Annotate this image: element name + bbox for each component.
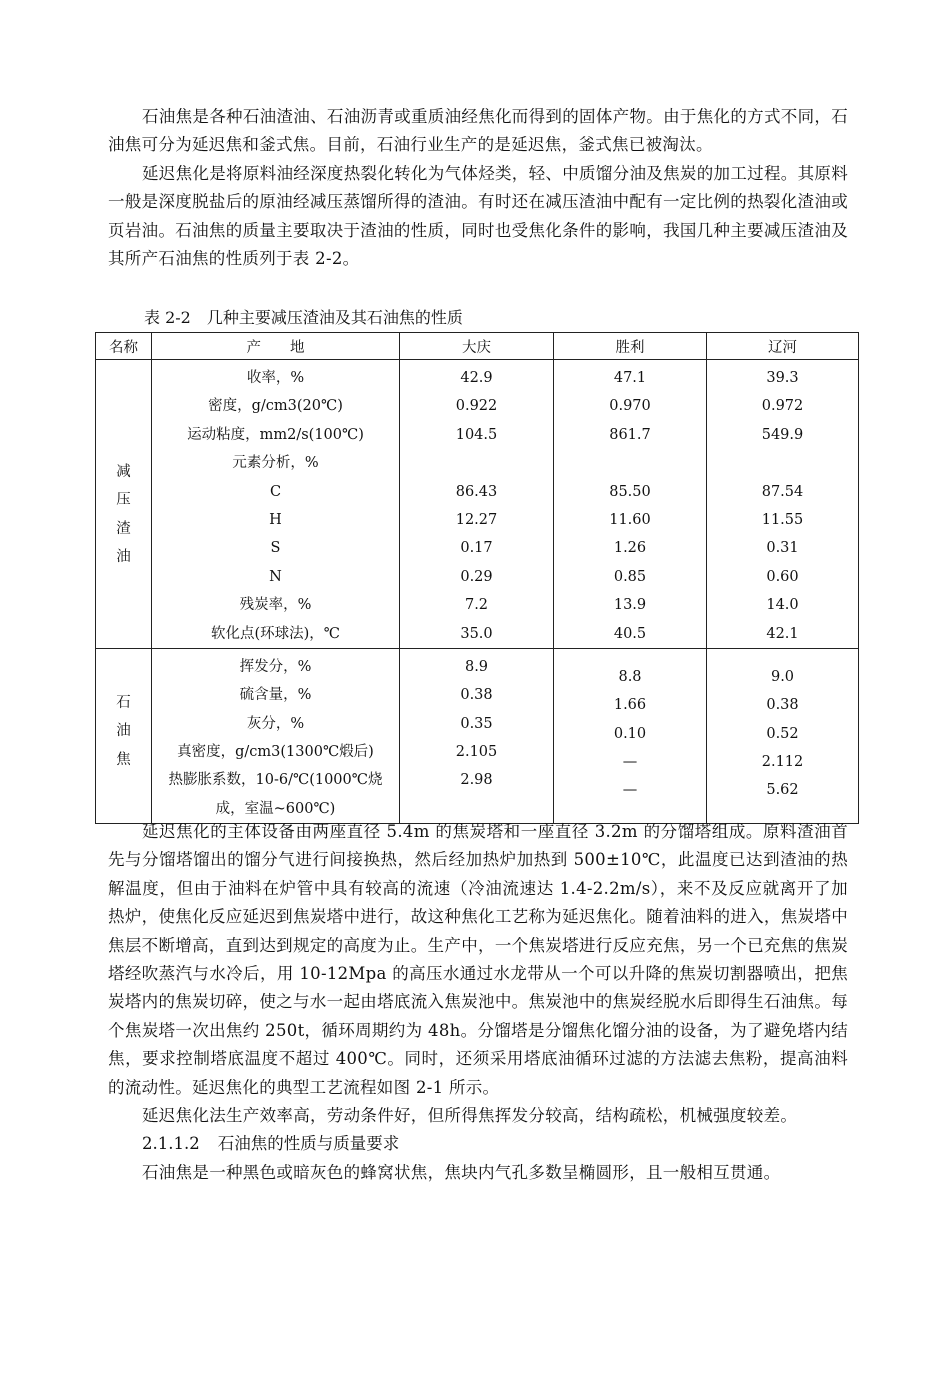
group-vacuum-residue-props: [152, 360, 400, 649]
value-cell: 35.0: [460, 625, 493, 642]
value-cell: 85.50: [609, 483, 651, 500]
group-vacuum-residue-label: [96, 360, 152, 649]
group-vacuum-residue-daqing: [400, 360, 554, 649]
group-vacuum-residue-shengli: [554, 360, 707, 649]
value-cell: 549.9: [761, 426, 804, 443]
intro-text: [108, 103, 848, 273]
value-cell: 13.9: [613, 597, 647, 614]
value-cell: 2.112: [761, 754, 804, 771]
group-char: 压: [116, 492, 131, 509]
value-cell: 11.60: [609, 511, 651, 528]
value-cell: 2.105: [455, 744, 498, 761]
header-origin: 产 地: [152, 333, 400, 360]
value-cell: [554, 449, 706, 477]
group-petroleum-coke-daqing: [400, 648, 554, 823]
prop-label: 软化点(环球法)，℃: [210, 625, 341, 642]
group-char: 油: [116, 723, 131, 740]
group-vacuum-residue-liaohe: [707, 360, 859, 649]
header-daqing: 大庆: [400, 333, 554, 360]
table-row-petroleum-coke: [96, 648, 859, 823]
value-cell: 0.10: [613, 725, 647, 742]
prop-label: N: [269, 568, 282, 585]
value-cell: 0.922: [455, 398, 498, 415]
prop-label: 运动粘度，mm2/s(100℃): [187, 426, 364, 443]
paragraph-2: 延迟焦化是将原料油经深度热裂化转化为气体烃类，轻、中质馏分油及焦炭的加工过程。其原料一般是深度脱盐后的原油经减压蒸馏所得的渣油。有时还在减压渣油中配有一定比例的热裂化渣油或页岩油。石油焦的质量主要取决于渣油的性质，同时也受焦化条件的影响，我国几种主要减压渣油及其所产石油焦的性质列于表 2-2。: [108, 163, 848, 269]
group-char: 渣: [116, 520, 131, 537]
subsection-title: 石油焦的性质与质量要求: [217, 1134, 400, 1154]
prop-label: S: [270, 540, 281, 557]
value-cell: 14.0: [766, 597, 799, 614]
value-cell: 40.5: [613, 625, 647, 642]
group-char: 石: [116, 694, 131, 711]
value-cell: 0.38: [460, 687, 493, 704]
paragraph-1: 石油焦是各种石油渣油、石油沥青或重质油经焦化而得到的固体产物。由于焦化的方式不同，石油焦可分为延迟焦和釜式焦。目前，石油行业生产的是延迟焦，釜式焦已被淘汰。: [108, 107, 848, 155]
paragraph-5: 石油焦是一种黑色或暗灰色的蜂窝状焦，焦块内气孔多数呈椭圆形，且一般相互贯通。: [142, 1162, 781, 1182]
value-cell: —: [622, 754, 638, 771]
value-cell: 0.60: [766, 568, 799, 585]
prop-label: 挥发分，%: [239, 658, 312, 675]
table-row-vacuum-residue: [96, 360, 859, 649]
value-cell: 7.2: [464, 597, 489, 614]
subsection-number: 2.1.1.2: [142, 1134, 200, 1154]
prop-label: 硫含量，%: [239, 687, 312, 704]
value-cell: 39.3: [766, 370, 799, 386]
value-cell: 12.27: [455, 511, 498, 528]
value-cell: 87.54: [761, 483, 804, 500]
value-cell: 9.0: [770, 668, 795, 685]
header-liaohe: 辽河: [707, 333, 859, 360]
prop-label: 密度，g/cm3(20℃): [208, 398, 343, 415]
value-cell: [400, 449, 553, 477]
value-cell: 5.62: [766, 782, 799, 799]
value-cell: 0.972: [761, 398, 804, 415]
body-text-after-table: [108, 818, 848, 1187]
prop-label: 成，室温~600℃): [215, 800, 336, 817]
value-cell: 0.31: [766, 540, 799, 557]
value-cell: 86.43: [455, 483, 498, 500]
paragraph-4: 延迟焦化法生产效率高，劳动条件好，但所得焦挥发分较高，结构疏松，机械强度较差。: [142, 1106, 798, 1126]
value-cell: 11.55: [761, 511, 804, 528]
value-cell: 0.52: [766, 725, 799, 742]
value-cell: 0.38: [766, 697, 799, 714]
prop-label: C: [269, 483, 282, 500]
header-shengli: 胜利: [554, 333, 707, 360]
prop-label: 残炭率，%: [239, 597, 312, 614]
group-char: 油: [116, 549, 131, 566]
value-cell: 0.85: [613, 568, 647, 585]
group-petroleum-coke-shengli: [554, 648, 707, 823]
table-caption-title: 几种主要减压渣油及其石油焦的性质: [206, 308, 463, 327]
value-cell: 42.9: [460, 370, 493, 386]
value-cell: 0.17: [460, 540, 493, 557]
value-cell: 47.1: [613, 370, 647, 386]
value-cell: 8.8: [618, 668, 642, 685]
prop-label: 元素分析，%: [232, 455, 319, 472]
group-char: 减: [116, 464, 131, 480]
value-cell: 42.1: [766, 625, 799, 642]
subsection-heading: [108, 1130, 848, 1158]
table-caption: [144, 306, 463, 330]
value-cell: 104.5: [455, 426, 498, 443]
group-petroleum-coke-props: [152, 648, 400, 823]
value-cell: [707, 449, 858, 477]
prop-label: 灰分，%: [246, 715, 305, 732]
prop-label: 热膨胀系数，10-6/℃(1000℃烧: [168, 772, 383, 789]
group-petroleum-coke-label: [96, 648, 152, 823]
group-char: 焦: [116, 751, 131, 768]
value-cell: 861.7: [609, 426, 651, 443]
value-cell: —: [622, 782, 638, 799]
table-header-row: [96, 333, 859, 360]
prop-label: 收率，%: [246, 370, 305, 386]
group-petroleum-coke-liaohe: [707, 648, 859, 823]
header-name: 名称: [96, 333, 152, 360]
value-cell: 0.970: [609, 398, 651, 415]
value-cell: 1.66: [613, 697, 647, 714]
properties-table: [95, 332, 859, 824]
prop-label: H: [269, 511, 282, 528]
paragraph-3: 延迟焦化的主体设备由两座直径 5.4m 的焦炭塔和一座直径 3.2m 的分馏塔组成。原料渣油首先与分馏塔馏出的馏分气进行间接换热，然后经加热炉加热到 500±10℃，此温度已达到渣油的热解温度，但由于油料在炉管中具有较高的流速（冷油流速达 1.4-2.2m/s），来不及反应就离开了加热炉，使焦化反应延迟到焦炭塔中进行，故这种焦化工艺称为延迟焦化。随着油料的进入，焦炭塔中焦层不断增高，直到达到规定的高度为止。生产中，一个焦炭塔进行反应充焦，另一个已充焦的焦炭塔经吹蒸汽与水冷后，用 10-12Mpa 的高压水通过水龙带从一个可以升降的焦炭切割器喷出，把焦炭塔内的焦炭切碎，使之与水一起由塔底流入焦炭池中。焦炭池中的焦炭经脱水后即得生石油焦。每个焦炭塔一次出焦约 250t，循环周期约为 48h。分馏塔是分馏焦化馏分油的设备，为了避免塔内结焦，要求控制塔底温度不超过 400℃。同时，还须采用塔底油循环过滤的方法滤去焦粉，提高油料的流动性。延迟焦化的典型工艺流程如图 2-1 所示。: [108, 822, 848, 1097]
value-cell: 2.98: [460, 772, 493, 789]
value-cell: 1.26: [613, 540, 647, 557]
prop-label: 真密度，g/cm3(1300℃煅后): [177, 744, 374, 761]
value-cell: 0.35: [460, 715, 493, 732]
value-cell: 0.29: [460, 568, 493, 585]
value-cell: 8.9: [464, 658, 489, 675]
table-caption-number: 表 2-2: [144, 308, 191, 327]
